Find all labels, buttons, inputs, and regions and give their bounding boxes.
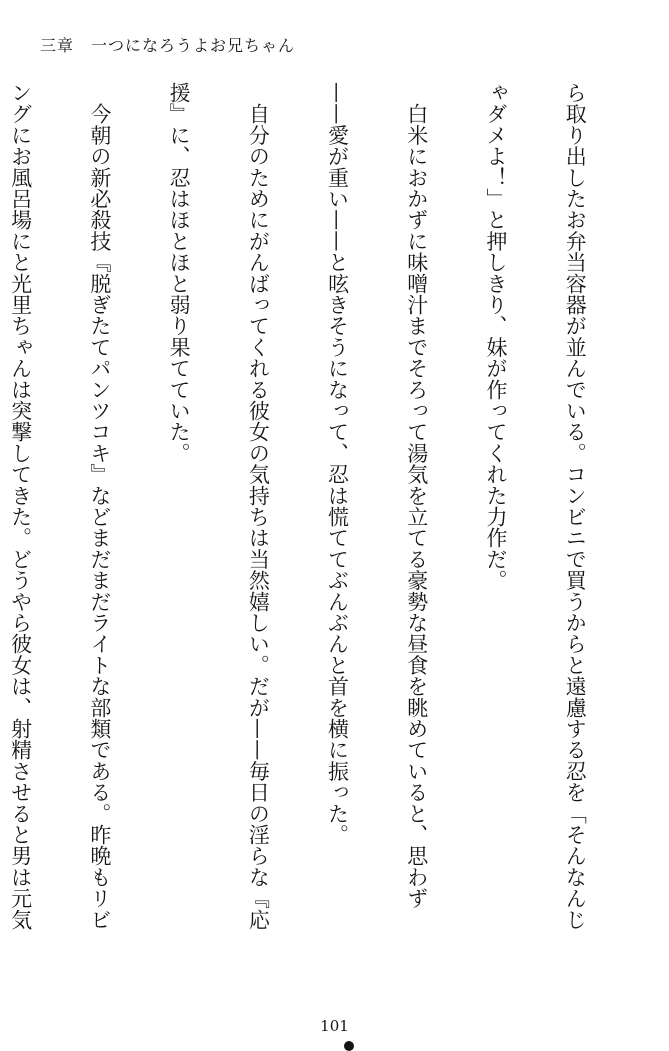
running-header: 三章 一つになろうよお兄ちゃん — [40, 36, 296, 55]
text-line: 自分のためにがんばってくれる彼女の気持ちは当然嬉しい。だが——毎日の淫らな『応 — [246, 82, 271, 930]
text-line: 白米におかずに味噌汁までそろって湯気を立てる豪勢な昼食を眺めていると、思わず — [404, 82, 429, 909]
text-line: ——愛が重い——と呟きそうになって、忍は慌ててぶんぶんと首を横に振った。 — [325, 82, 350, 846]
page-number: 101 — [320, 1017, 349, 1035]
text-line: ら取り出したお弁当容器が並んでいる。コンビニで買うからと遠慮する忍を「そんなんじ — [563, 82, 588, 930]
text-line: 援』に、忍はほとほと弱り果てていた。 — [167, 82, 192, 464]
text-line: 今朝の新必殺技『脱ぎたてパンツコキ』などまだまだライトな部類である。昨晩もリビ — [87, 82, 112, 930]
text-line: ゃダメよ！」と押しきり、妹が作ってくれた力作だ。 — [483, 82, 508, 591]
body-text — [0, 82, 641, 982]
text-line: ングにお風呂場にと光里ちゃんは突撃してきた。どうやら彼女は、射精させると男は元気 — [8, 82, 33, 930]
